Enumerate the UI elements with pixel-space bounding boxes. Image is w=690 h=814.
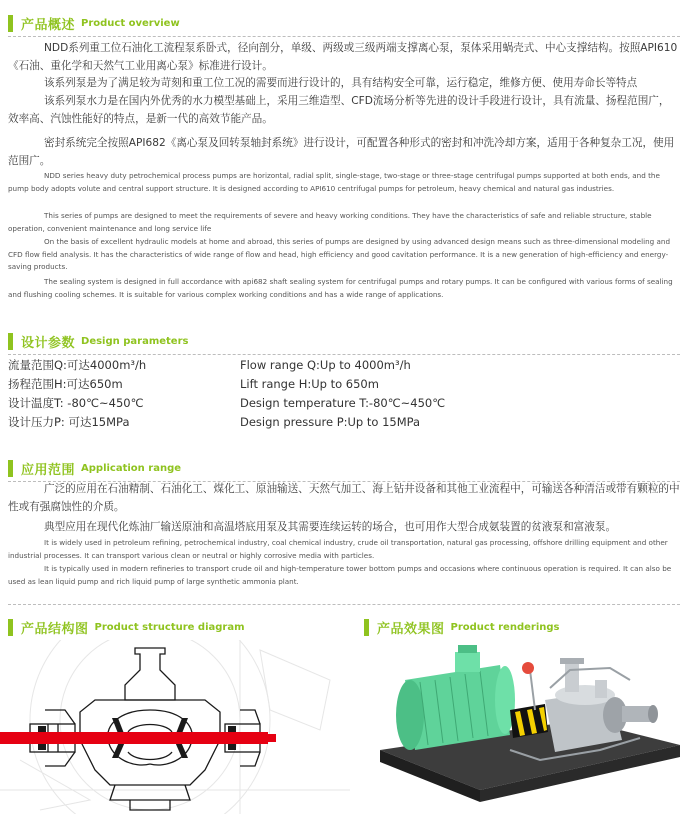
renderings-heading (364, 617, 559, 637)
design-title-cn: 设计参数 (21, 335, 76, 351)
param-flow-cn: 流量范围Q:可达4000m³/h (8, 358, 147, 372)
structure-heading (8, 617, 245, 637)
overview-en-paragraph-2: This series of pumps are designed to meet the requirements of severe and heavy working conditions. They have the characteristics of safe and reliable structure, stable operation, convenient maintenance and long service life (8, 211, 652, 233)
application-cn-paragraph-2: 典型应用在现代化炼油厂输送原油和高温塔底用泵及其需要连续运转的场合，也可用作大型合成氨装置的贫液泵和富液泵。 (44, 521, 617, 533)
heading-accent-bar (8, 619, 13, 636)
overview-cn-paragraph-3: 该系列泵水力是在国内外优秀的水力模型基础上，采用三维造型、CFD流场分析等先进的设计手段进行设计，具有流量、扬程范围广，效率高、汽蚀性能好的特点，是新一代的高效节能产品。 (8, 95, 670, 125)
renderings-title-en: Product renderings (450, 621, 560, 633)
overview-cn-paragraph-2: 该系列泵是为了满足较为苛刻和重工位工况的需要而进行设计的，具有结构安全可靠，运行稳定，维修方便、使用寿命长等特点 (44, 77, 638, 89)
heading-accent-bar (8, 460, 13, 477)
overview-en-paragraph-3: On the basis of excellent hydraulic models at home and abroad, this series of pumps are designed by using advanced design means such as three-dimensional modeling and CFD flow field analysis. It has the characteristics of wide range of flow and head, high efficiency and good cavitation performance. It is a new generation of high-efficiency and energy-saving products. (8, 237, 671, 272)
heading-accent-bar (8, 15, 13, 32)
application-cn-paragraph-1: 广泛的应用在石油精制、石油化工、煤化工、原油输送、天然气加工、海上钻井设备和其他工业流程中，可输送各种清洁或带有颗粒的中性或有强腐蚀性的介质。 (8, 483, 680, 513)
structure-title-cn: 产品结构图 (21, 621, 89, 637)
overview-cn-paragraph-1: NDD系列重工位石油化工流程泵系卧式，径向剖分，单级、两级或三级两端支撑离心泵，泵体采用蜗壳式、中心支撑结构。按照API610《石油、重化学和天然气工业用离心泵》标准进行设计。 (8, 42, 678, 72)
structure-diagram (0, 640, 350, 814)
application-bottom-divider (8, 604, 680, 605)
application-heading (8, 458, 181, 478)
pump-cross-section-drawing (0, 640, 350, 814)
overview-title-cn: 产品概述 (21, 17, 76, 33)
param-pressure-cn: 设计压力P: 可达15MPa (8, 415, 130, 429)
pump-skid-rendering (360, 640, 690, 814)
design-title-en: Design parameters (81, 335, 189, 347)
application-en-paragraph-1: It is widely used in petroleum refining, petrochemical industry, coal chemical industry, crude oil transportation, natural gas processing, offshore drilling equipment and other industrial processes. It can transport various clean or neutral or highly corrosive media with particles. (8, 538, 668, 560)
param-pressure-en: Design pressure P:Up to 15MPa (240, 415, 421, 429)
param-flow-en: Flow range Q:Up to 4000m³/h (240, 358, 411, 372)
application-title-en: Application range (81, 462, 182, 474)
param-head-en: Lift range H:Up to 650m (240, 377, 379, 391)
pump-shaft (0, 732, 268, 744)
overview-en-paragraph-1: NDD series heavy duty petrochemical process pumps are horizontal, radial split, single-stage, two-stage or three-stage centrifugal pumps supported at both ends, and the pump body adopts volute and central support structure. It is designed according to API610 centrifugal pumps for petroleum, heavy chemical and natural gas industries. (8, 171, 660, 193)
design-divider (8, 354, 680, 355)
overview-en-paragraph-4: The sealing system is designed in full accordance with api682 shaft sealing system for centrifugal pumps and rotary pumps. It can be configured with various forms of sealing and flushing cooling schemes. It is suitable for various complex working conditions and has a wide range of applications. (8, 277, 673, 299)
overview-divider (8, 36, 680, 37)
heading-accent-bar (8, 333, 13, 350)
product-rendering (360, 640, 690, 814)
overview-cn-paragraph-4: 密封系统完全按照API682《离心泵及回转泵轴封系统》进行设计，可配置各种形式的密封和冲洗冷却方案，适用于各种复杂工况，使用范围广。 (8, 137, 675, 167)
heading-accent-bar (364, 619, 369, 636)
application-title-cn: 应用范围 (21, 462, 76, 478)
overview-heading (8, 13, 180, 33)
application-en-paragraph-2: It is typically used in modern refineries to transport crude oil and high-temperature tower bottom pumps and occasions where continuous operation is required. It can also be used as lean liquid pump and rich liquid pump of large synthetic ammonia plant. (8, 564, 672, 586)
param-temperature-cn: 设计温度T: -80℃~450℃ (8, 396, 144, 410)
design-heading (8, 331, 188, 351)
param-head-cn: 扬程范围H:可达650m (8, 377, 123, 391)
renderings-title-cn: 产品效果图 (377, 621, 445, 637)
overview-title-en: Product overview (81, 17, 180, 29)
param-temperature-en: Design temperature T:-80℃~450℃ (240, 396, 446, 410)
structure-title-en: Product structure diagram (94, 621, 245, 633)
